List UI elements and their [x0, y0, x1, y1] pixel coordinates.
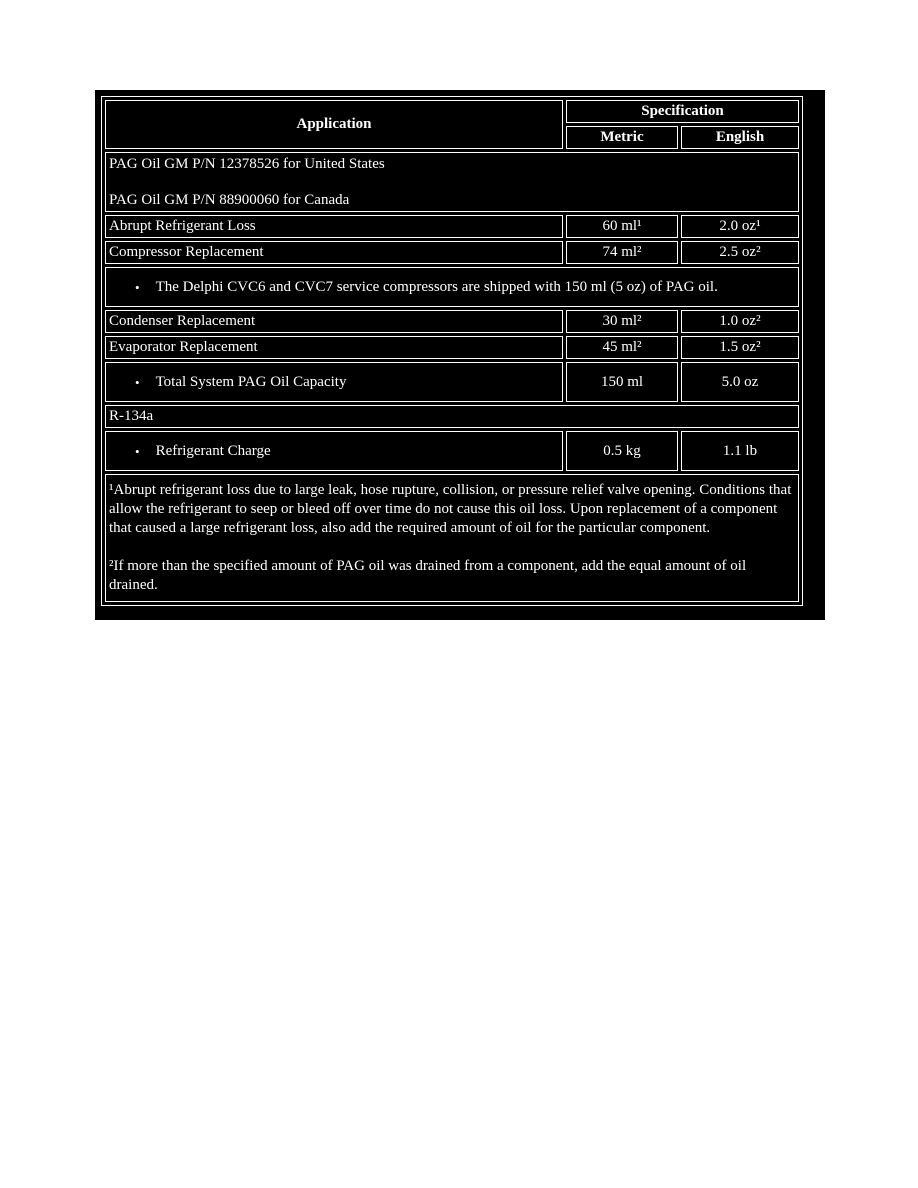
table-header-row-1 — [105, 100, 799, 123]
footnote-2: ²If more than the specified amount of PAG oil was drained from a component, add the equal amount of oil drained. — [109, 558, 747, 593]
bullet-icon: • — [135, 443, 140, 459]
metric-value: 74 ml² — [566, 241, 678, 264]
table-row — [105, 431, 799, 471]
metric-value: 45 ml² — [566, 336, 678, 359]
table-row — [105, 215, 799, 238]
compressor-note-text: The Delphi CVC6 and CVC7 service compressors are shipped with 150 ml (5 oz) of PAG oil. — [155, 278, 718, 295]
row-label-compressor-replacement: Compressor Replacement — [105, 241, 563, 264]
spec-table-panel — [95, 90, 825, 620]
row-label-condenser-replacement: Condenser Replacement — [105, 310, 563, 333]
column-header-english: English — [681, 126, 799, 149]
metric-value: 150 ml — [566, 362, 678, 402]
pag-oil-part-numbers-cell — [105, 152, 799, 212]
metric-value: 0.5 kg — [566, 431, 678, 471]
total-system-label-text: Total System PAG Oil Capacity — [155, 373, 347, 390]
english-value: 1.5 oz² — [681, 336, 799, 359]
column-header-application: Application — [105, 100, 563, 149]
pag-oil-us-line: PAG Oil GM P/N 12378526 for United States — [109, 155, 385, 172]
table-row — [105, 267, 799, 307]
table-row — [105, 474, 799, 602]
english-value: 1.0 oz² — [681, 310, 799, 333]
pag-oil-specification-table — [101, 96, 803, 606]
column-header-metric: Metric — [566, 126, 678, 149]
english-value: 2.5 oz² — [681, 241, 799, 264]
table-row — [105, 310, 799, 333]
pag-oil-canada-line: PAG Oil GM P/N 88900060 for Canada — [109, 191, 350, 208]
row-label-total-system-pag-oil-capacity — [105, 362, 563, 402]
footnotes-cell — [105, 474, 799, 602]
compressor-note-cell — [105, 267, 799, 307]
english-value: 5.0 oz — [681, 362, 799, 402]
bullet-icon: • — [135, 279, 140, 295]
table-row — [105, 152, 799, 212]
table-row — [105, 405, 799, 428]
table-row — [105, 241, 799, 264]
metric-value: 60 ml¹ — [566, 215, 678, 238]
metric-value: 30 ml² — [566, 310, 678, 333]
row-label-abrupt-refrigerant-loss: Abrupt Refrigerant Loss — [105, 215, 563, 238]
footnote-1: ¹Abrupt refrigerant loss due to large leak, hose rupture, collision, or pressure relief valve opening. Conditions that allow the refrigerant to seep or bleed off over time do not cause this oil loss. Upon replacement of a component that caused a large refrigerant loss, also add the required amount of oil for the particular component. — [109, 482, 792, 536]
english-value: 2.0 oz¹ — [681, 215, 799, 238]
english-value: 1.1 lb — [681, 431, 799, 471]
table-row — [105, 362, 799, 402]
row-label-evaporator-replacement: Evaporator Replacement — [105, 336, 563, 359]
column-header-specification: Specification — [566, 100, 799, 123]
bullet-icon: • — [135, 374, 140, 390]
row-label-r134a: R-134a — [105, 405, 799, 428]
refrigerant-charge-label-text: Refrigerant Charge — [155, 442, 271, 459]
row-label-refrigerant-charge — [105, 431, 563, 471]
table-row — [105, 336, 799, 359]
